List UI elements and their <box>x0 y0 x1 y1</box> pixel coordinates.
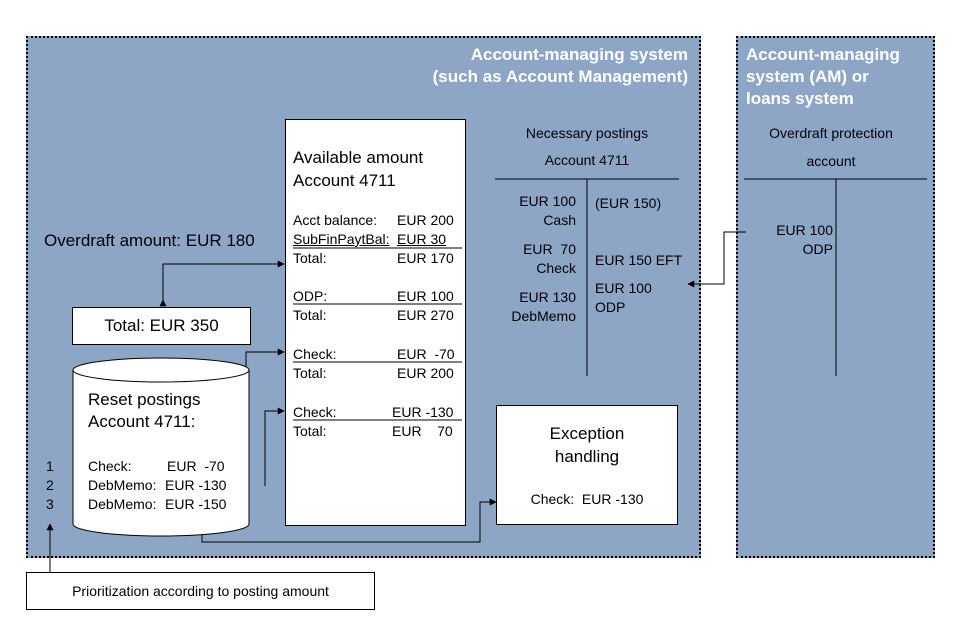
reset-row-value: EUR -130 <box>165 477 227 493</box>
prioritization-label: Prioritization according to posting amount <box>72 583 329 599</box>
posting-debit-label: Check <box>536 260 576 276</box>
exception-handling-title-line2: handling <box>554 447 620 466</box>
available-row-label: Total: <box>293 250 327 266</box>
posting-credit: EUR 150 EFT <box>595 252 683 268</box>
available-row-label: Check: <box>293 404 337 420</box>
reset-row-label: Check: <box>88 458 132 474</box>
right-panel-title-line2: system (AM) or <box>746 67 869 86</box>
prioritization-box <box>26 572 375 610</box>
posting-debit-amount: EUR 70 <box>523 241 576 257</box>
available-row-label: SubFinPaytBal: <box>293 231 390 247</box>
available-row-label: Total: <box>293 365 327 381</box>
available-row-label: Total: <box>293 307 327 323</box>
posting-debit-label: Cash <box>543 212 576 228</box>
exception-handling-box <box>496 405 678 525</box>
total-box-label: Total: EUR 350 <box>104 316 219 335</box>
reset-row-num: 3 <box>46 496 54 512</box>
available-amount-title-line1: Available amount <box>293 148 424 167</box>
available-row-label: Check: <box>293 346 337 362</box>
reset-postings-title-line2: Account 4711: <box>88 412 196 431</box>
available-row-value: EUR 270 <box>397 307 454 323</box>
posting-credit-line2: ODP <box>595 299 626 315</box>
left-panel-title-line2: (such as Account Management) <box>432 67 688 86</box>
available-row-value: EUR 100 <box>397 288 454 304</box>
available-row-value: EUR 170 <box>397 250 454 266</box>
available-row-value: EUR 30 <box>397 231 447 247</box>
necessary-postings-account: Account 4711 <box>544 152 630 168</box>
right-panel-title-line3: loans system <box>746 89 854 108</box>
reset-row-value: EUR -150 <box>165 496 227 512</box>
overdraft-protection-account: account <box>806 153 856 169</box>
available-row-label: ODP: <box>293 288 328 304</box>
reset-row-label: DebMemo: <box>88 477 157 493</box>
posting-debit-amount: EUR 130 <box>519 289 576 305</box>
available-amount-title-line2: Account 4711 <box>293 171 396 190</box>
exception-handling-detail: Check: EUR -130 <box>530 491 644 507</box>
available-row-value: EUR 200 <box>397 365 454 381</box>
available-row-value: EUR 70 <box>392 423 453 439</box>
odp-entry-label: ODP <box>802 241 833 257</box>
available-row-label: Acct balance: <box>293 212 378 228</box>
reset-row-label: DebMemo: <box>88 496 157 512</box>
available-row-value: EUR -130 <box>392 404 454 420</box>
reset-row-value: EUR -70 <box>167 458 225 474</box>
right-panel-title-line1: Account-managing <box>746 45 900 64</box>
posting-credit: (EUR 150) <box>595 195 662 211</box>
reset-row-num: 1 <box>46 458 54 474</box>
available-row-value: EUR -70 <box>397 346 455 362</box>
reset-postings-title-line1: Reset postings <box>88 390 201 409</box>
reset-row-num: 2 <box>46 477 54 493</box>
available-row-label: Total: <box>293 423 327 439</box>
left-panel-title-line1: Account-managing system <box>470 45 688 64</box>
available-row-value: EUR 200 <box>397 212 454 228</box>
necessary-postings-title: Necessary postings <box>525 125 649 141</box>
odp-entry-amount: EUR 100 <box>776 222 833 238</box>
exception-handling-title-line1: Exception <box>549 424 625 443</box>
overdraft-protection-title: Overdraft protection <box>769 125 893 141</box>
overdraft-amount: Overdraft amount: EUR 180 <box>44 231 255 250</box>
posting-credit: EUR 100 <box>595 280 652 296</box>
posting-debit-amount: EUR 100 <box>519 193 576 209</box>
posting-debit-label: DebMemo <box>511 308 576 324</box>
